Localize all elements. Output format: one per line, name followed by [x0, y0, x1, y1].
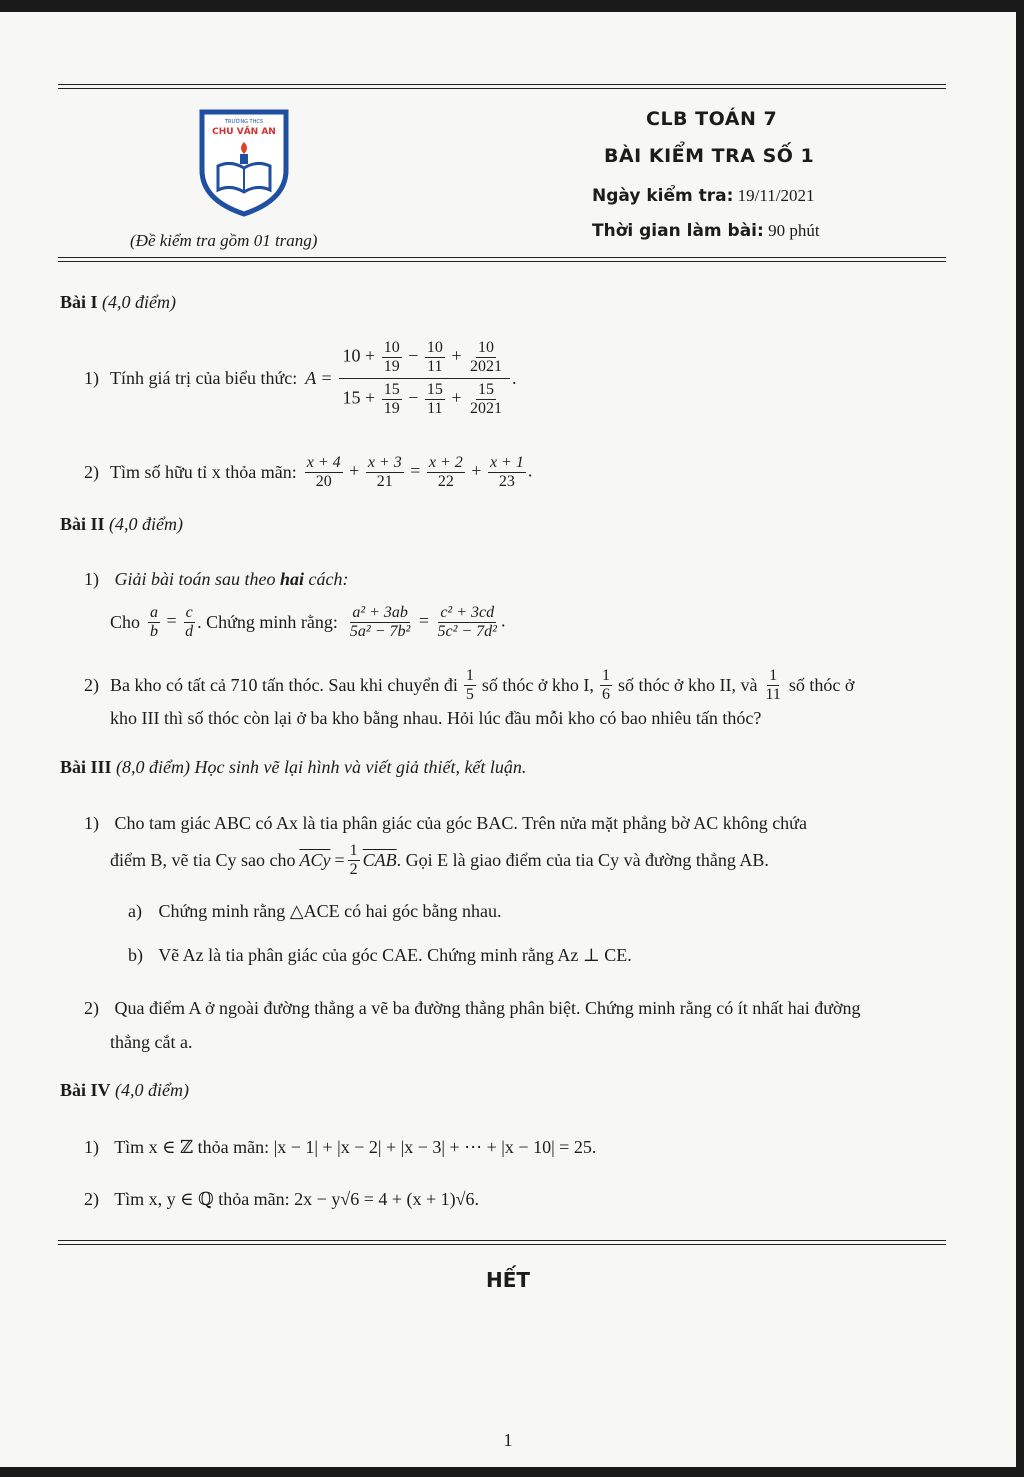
- bai1-label: Bài I: [60, 292, 98, 312]
- bai3-label: Bài III: [60, 757, 112, 777]
- bai3-qb: [128, 940, 632, 970]
- test-date: [592, 186, 815, 206]
- bai2-prove: . Chứng minh rằng:: [197, 612, 338, 632]
- bai3-qa: [128, 896, 502, 926]
- bai2-q2-a: Ba kho có tất cả 710 tấn thóc. Sau khi chuyển đi: [110, 675, 458, 695]
- bai4-label: Bài IV: [60, 1080, 111, 1100]
- bai2-label: Bài II: [60, 514, 105, 534]
- bai1-heading: [60, 292, 176, 313]
- bai2-q2-c: số thóc ở kho II, và: [617, 675, 758, 695]
- bai2-q1-intro-a: Giải bài toán sau theo: [114, 569, 276, 589]
- bai2-heading: [60, 514, 183, 535]
- bai4-q1-num: 1): [84, 1137, 99, 1157]
- bai2-q1-num: 1): [84, 569, 99, 589]
- end-double-rule: [58, 1240, 946, 1245]
- bai3-qb-text: Vẽ Az là tia phân giác của góc CAE. Chứng minh rằng Az ⊥ CE.: [158, 945, 632, 965]
- bai3-q1-text1: Cho tam giác ABC có Ax là tia phân giác của góc BAC. Trên nửa mặt phẳng bờ AC không chứa: [114, 813, 807, 833]
- bai4-heading: [60, 1080, 189, 1101]
- bai3-points: (8,0 điểm) Học sinh vẽ lại hình và viết giả thiết, kết luận.: [116, 757, 527, 777]
- pages-note: (Đề kiểm tra gồm 01 trang): [130, 231, 318, 250]
- bai4-q1: [84, 1132, 596, 1162]
- bai3-q2-line2: thẳng cắt a.: [110, 1032, 193, 1052]
- bai3-qb-num: b): [128, 945, 143, 965]
- bai3-q1-num: 1): [84, 813, 99, 833]
- bai3-q2-text1: Qua điểm A ở ngoài đường thẳng a vẽ ba đường thẳng phân biệt. Chứng minh rằng có ít nhất hai đường: [114, 998, 861, 1018]
- exam-page: [0, 12, 1016, 1467]
- bai3-q2-num: 2): [84, 998, 99, 1018]
- bai1-q1-num: 1): [84, 368, 99, 388]
- page-number: 1: [503, 1430, 513, 1450]
- bai1-q1-text: Tính giá trị của biểu thức:: [110, 368, 298, 388]
- expr-a: A =: [305, 368, 333, 388]
- header-bottom-rule: [58, 257, 946, 262]
- bai2-q2-line2: kho III thì số thóc còn lại ở ba kho bằng nhau. Hỏi lúc đầu mỗi kho có bao nhiêu tấn thóc?: [110, 708, 762, 728]
- test-duration: [592, 221, 820, 241]
- bai3-qa-text: Chứng minh rằng △ACE có hai góc bằng nhau.: [158, 901, 502, 921]
- svg-text:TRƯỜNG THCS: TRƯỜNG THCS: [224, 119, 264, 125]
- bai1-points: (4,0 điểm): [102, 292, 176, 312]
- bai4-q2-text: Tìm x, y ∈ ℚ thỏa mãn: 2x − y√6 = 4 + (x + 1)√6.: [114, 1189, 480, 1209]
- bai2-q2-num: 2): [84, 675, 99, 695]
- bai3-q1-line2: điểm B, vẽ tia Cy sao cho $\overline{ACy}$ = $\frac{1}{2}$ $\overline{CAB}$ . Gọi E là giao điểm của tia Cy và đường thẳng AB.: [110, 841, 769, 878]
- bai3-qa-num: a): [128, 901, 142, 921]
- bai3-q1-text2b: . Gọi E là giao điểm của tia Cy và đường thẳng AB.: [396, 850, 769, 870]
- bai3-heading: [60, 757, 526, 778]
- test-title: BÀI KIỂM TRA SỐ 1: [604, 145, 815, 167]
- date-label: Ngày kiểm tra:: [592, 186, 734, 206]
- svg-text:CHU VĂN AN: CHU VĂN AN: [212, 127, 276, 137]
- bai3-q2-line1: [84, 993, 860, 1023]
- bai4-q2: [84, 1184, 479, 1214]
- bai2-q1-statement: Cho $\frac{a}{b}$ = $\frac{c}{d}$ . Chứng minh rằng: $\frac{\text{a² + 3ab}}{\text{5a² − 7b²}}$ = $\frac{\text{c² + 3cd}}{\text{5c² − 7d²}}$ .: [110, 603, 506, 640]
- bai2-q2-line1: 2) Ba kho có tất cả 710 tấn thóc. Sau khi chuyển đi $\frac{1}{5}$ số thóc ở kho I, $\frac{1}{6}$ số thóc ở kho II, và $\frac{1}{11}$ số thóc ở: [84, 666, 855, 703]
- end-label: HẾT: [485, 1268, 531, 1292]
- school-logo: [198, 108, 290, 218]
- bai2-q2-b: số thóc ở kho I,: [481, 675, 594, 695]
- time-label: Thời gian làm bài:: [592, 221, 764, 241]
- bai2-cho: Cho: [110, 612, 141, 632]
- bai1-q2-num: 2): [84, 462, 99, 482]
- club-title: CLB TOÁN 7: [646, 108, 778, 130]
- bai3-q1-text2a: điểm B, vẽ tia Cy sao cho: [110, 850, 296, 870]
- bai2-q2-d: số thóc ở: [788, 675, 855, 695]
- equation-q2: $\frac{x + 4}{20}$ + $\frac{x + 3}{21}$ = $\frac{x + 2}{22}$ + $\frac{x + 1}{23}$ .: [306, 453, 533, 490]
- bai2-q1-intro: [84, 564, 349, 594]
- bai3-q1-line1: [84, 808, 807, 838]
- big-fraction: 10 + $\frac{10}{19}$ − $\frac{10}{11}$ + $\frac{10}{2021}$ 15 + $\frac{15}{19}$ − $\frac{15}{11}$ + $\frac{15}{2021}$: [339, 339, 510, 418]
- bai1-q2: [84, 448, 532, 496]
- bai4-q1-text: Tìm x ∈ ℤ thỏa mãn: |x − 1| + |x − 2| + |x − 3| + ⋯ + |x − 10| = 25.: [114, 1137, 597, 1157]
- bai1-q2-text: Tìm số hữu tỉ x thỏa mãn:: [110, 462, 297, 482]
- bai1-q1: 1) Tính giá trị của biểu thức: A = 10 + $\frac{10}{19}$ − $\frac{10}{11}$ + $\frac{10}{2021}$ 15 + $\frac{15}{19}$ − $\frac{15}{11}$ + $\frac{15}{2021}$ .: [84, 338, 517, 417]
- bai2-q1-intro-bold: hai: [280, 569, 305, 589]
- bai2-points: (4,0 điểm): [109, 514, 184, 534]
- top-double-rule: [58, 84, 946, 89]
- bai4-q2-num: 2): [84, 1189, 99, 1209]
- date-value: 19/11/2021: [737, 186, 815, 205]
- time-value: 90 phút: [768, 221, 820, 240]
- bai2-q1-intro-b: cách:: [308, 569, 349, 589]
- bai4-points: (4,0 điểm): [115, 1080, 189, 1100]
